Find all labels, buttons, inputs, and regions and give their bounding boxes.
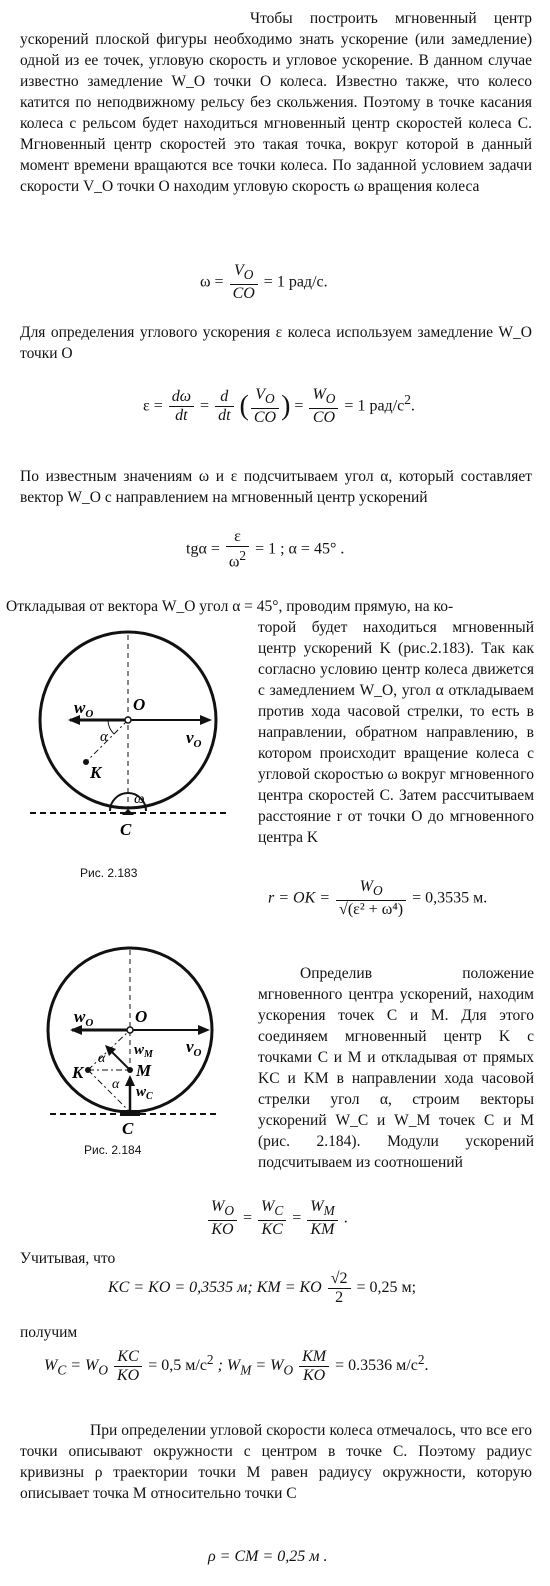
formula-epsilon: ε = $\frac{d\omega}{dt}$ = $\frac{d}{dt}$ ( $\frac{V_O}{CO}$ ) = $\frac{W_O}{CO}$ = 1 рад/$с^2$. [143,386,415,427]
paragraph-alpha: По известным значениям ω и ε подсчитываем угол α, который составляет вектор W_O с направлением на мгновенный центр ускорений [20,468,532,506]
formula-wc-wm: $W_C = W_O$ $\frac{KC}{KO}$ = 0,5 $м/с^2$ ; $W_M = W_O$ $\frac{KM}{KO}$ = 0.3536 $м/с^2$. [44,1348,429,1384]
label-vo: v [186,728,194,747]
svg-text:wC [136,1084,153,1102]
label-wc-sub: C [146,1091,153,1102]
contact-marker [120,1110,140,1116]
point-k-2 [85,1067,91,1073]
label-c: C [120,820,132,839]
formula-rho: ρ = CM = 0,25 м . [208,1548,328,1565]
paragraph-intro: Чтобы построить мгновенный центр ускорений плоской фигуры необходимо знать ускорение (или замедление) одной из ее точек, угловую скорость и угловое ускорение. В данном случае известно замедление W_O точки O колеса. Известно также, что колесо катится по неподвижному рельсу без скольжения. Поэтому в точке касания колеса с рельсом будет находиться мгновенный центр скоростей колеса C. Мгновенный центр скоростей это такая точка, вокруг которой в данный момент времени вращаются все точки колеса. По заданной условием задачи скорости V_O точки O находим угловую скорость ω вращения колеса [20,10,532,195]
svg-text:vO [186,728,202,750]
figure-2-183 [10,615,250,865]
vo-arrowhead-2 [198,1025,210,1035]
point-o-2 [127,1027,133,1033]
caption-2-183: Рис. 2.183 [80,866,138,880]
label-c-2: C [122,1119,134,1138]
label-wm: w [134,1042,145,1058]
label-vo-sub: O [193,738,202,750]
formula-tg-alpha: tgα = $\frac{\varepsilon}{\omega^2}$ = 1 ; α = 45° . [186,528,345,571]
label-wo: w [74,698,86,717]
paragraph-given: Учитывая, что [20,1250,116,1267]
paragraph-accelerations: Определив положение мгновенного центра ускорений, находим ускорения точек C и M. Для этого соединяем мгновенный центр K с точками C и M и откладывая от прямых KC и KM в направлении хода часовой стрелки угол α, строим векторы ускорений W_C и W_M точек C и M (рис. 2.184). Модули ускорений подсчитываем из соотношений [258,965,534,1171]
paragraph-angular-acceleration: Для определения углового ускорения ε колеса используем замедление W_O точки O [20,324,532,362]
paragraph-result: получим [20,1324,78,1341]
label-wo-sub-2: O [85,1017,94,1029]
figure-2-184 [10,930,250,1140]
formula-omega: ω = $\frac{V_O}{CO}$ = 1 рад/с. [200,262,328,303]
label-o-2: O [135,1007,148,1026]
label-k: K [90,763,102,782]
vo-arrowhead [200,715,212,725]
label-vo-2: v [186,1037,194,1056]
label-omega: ω [134,791,145,807]
wc-arrowhead [125,1075,135,1086]
caption-2-184: Рис. 2.184 [84,1143,142,1157]
label-m: M [136,1061,152,1080]
point-m [127,1067,133,1073]
label-k-2: K [72,1063,84,1082]
point-k [83,759,89,765]
svg-text:wM [134,1042,154,1060]
point-o [125,717,131,723]
formula-ratios: $\frac{W_O}{KO}$ = $\frac{W_C}{KC}$ = $\frac{W_M}{KM}$ . [206,1198,348,1239]
label-alpha-3: α [112,1077,120,1092]
kc-line [88,1070,130,1112]
label-wm-sub: M [144,1049,153,1060]
label-alpha: α [100,729,108,745]
formula-kc-km: KC = KO = 0,3535 м; KM = KO $\frac{√2}{2}$ = 0,25 м; [108,1270,417,1306]
label-wc: w [136,1084,147,1100]
label-wo-2: w [74,1007,86,1026]
svg-text:wO [74,698,93,720]
label-o: O [133,695,146,714]
svg-text:wO [74,1007,93,1029]
alpha-arc [108,720,114,734]
paragraph-curvature: При определении угловой скорости колеса отмечалось, что все его точки описывают окружности с центром в точке C. Поэтому радиус кривизны ρ траектории точки M равен радиусу окружности, которую описывает точка M относительно точки C [20,1422,532,1502]
formula-r: r = OK = $\frac{W_O}{\text{√(ε² + ω⁴)}}$ = 0,3535 м. [268,878,488,919]
label-wo-sub: O [85,708,94,720]
paragraph-construct-side: торой будет находиться мгновенный центр ускорений K (рис.2.183). Так как согласно условию центр колеса движется с замедлением W_O, угол α откладываем против хода часовой стрелки, то есть в направлении, обратном направлению, в котором происходит вращение колеса с угловой скоростью ω вокруг мгновенного центра скоростей C. Затем рассчитываем расстояние r от точки O до мгновенного центра K [258,619,534,846]
label-alpha-2: α [98,1051,106,1066]
label-vo-sub-2: O [193,1047,202,1059]
svg-text:vO [186,1037,202,1059]
paragraph-construct-head: Откладывая от вектора W_O угол α = 45°, проводим прямую, на ко- [6,598,454,615]
wo-arrowhead-2 [70,1025,82,1035]
